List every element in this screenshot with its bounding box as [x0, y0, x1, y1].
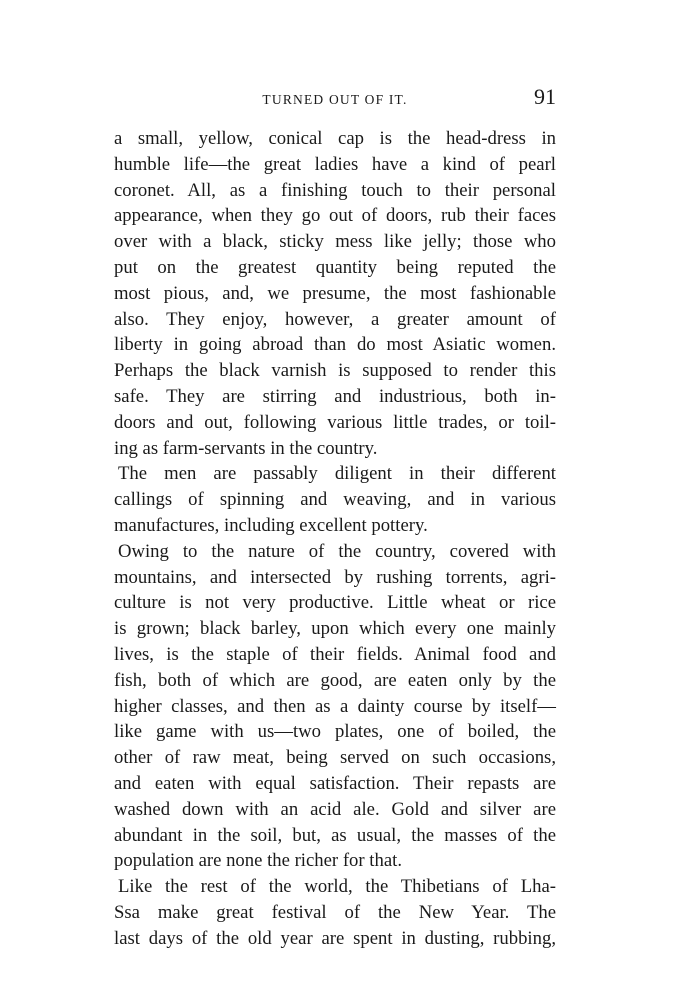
- page-number: 91: [534, 84, 556, 109]
- text-line: higher classes, and then as a dainty course by itself—: [114, 695, 556, 717]
- text-line: appearance, when they go out of doors, rub their faces: [114, 205, 556, 227]
- paragraph-1: [114, 126, 556, 461]
- text-line: coronet. All, as a finishing touch to their personal: [114, 179, 556, 201]
- text-line: callings of spinning and weaving, and in various: [114, 489, 556, 511]
- running-head: TURNED OUT OF IT.: [262, 92, 408, 107]
- text-line: most pious, and, we presume, the most fashionable: [114, 282, 556, 304]
- page-header: [114, 84, 556, 116]
- text-line: manufactures, including excellent pottery.: [114, 514, 428, 536]
- text-line: like game with us—two plates, one of boiled, the: [114, 721, 556, 743]
- paragraph-2: [114, 461, 556, 538]
- text-line: liberty in going abroad than do most Asiatic women.: [114, 334, 556, 356]
- text-line: doors and out, following various little trades, or toil-: [114, 411, 556, 433]
- paragraph-3: [114, 539, 556, 874]
- paragraph-4: [114, 874, 556, 951]
- text-line: ing as farm-servants in the country.: [114, 437, 378, 459]
- text-line: mountains, and intersected by rushing torrents, agri-: [114, 566, 556, 588]
- text-line: and eaten with equal satisfaction. Their repasts are: [114, 772, 556, 794]
- text-line: The men are passably diligent in their different: [118, 463, 556, 485]
- text-line: Owing to the nature of the country, covered with: [118, 540, 556, 562]
- text-line: humble life—the great ladies have a kind of pearl: [114, 153, 556, 175]
- text-line: population are none the richer for that.: [114, 850, 402, 872]
- text-line: also. They enjoy, however, a greater amount of: [114, 308, 556, 330]
- text-line: lives, is the staple of their fields. Animal food and: [114, 643, 556, 665]
- text-line: other of raw meat, being served on such occasions,: [114, 747, 556, 769]
- body-text: [114, 126, 556, 952]
- text-line: is grown; black barley, upon which every one mainly: [114, 618, 556, 640]
- text-line: Perhaps the black varnish is supposed to render this: [114, 360, 556, 382]
- text-line: put on the greatest quantity being reputed the: [114, 256, 556, 278]
- text-line: abundant in the soil, but, as usual, the masses of the: [114, 824, 556, 846]
- text-line: safe. They are stirring and industrious, both in-: [114, 385, 556, 407]
- text-line: Ssa make great festival of the New Year. The: [114, 901, 556, 923]
- text-line: Like the rest of the world, the Thibetians of Lha-: [118, 876, 556, 898]
- book-page: [114, 84, 556, 952]
- text-line: a small, yellow, conical cap is the head-dress in: [114, 128, 556, 149]
- text-line: last days of the old year are spent in dusting, rubbing,: [114, 927, 556, 949]
- text-line: washed down with an acid ale. Gold and silver are: [114, 798, 556, 820]
- text-line: fish, both of which are good, are eaten only by the: [114, 669, 556, 691]
- text-line: over with a black, sticky mess like jelly; those who: [114, 231, 556, 253]
- text-line: culture is not very productive. Little wheat or rice: [114, 592, 556, 614]
